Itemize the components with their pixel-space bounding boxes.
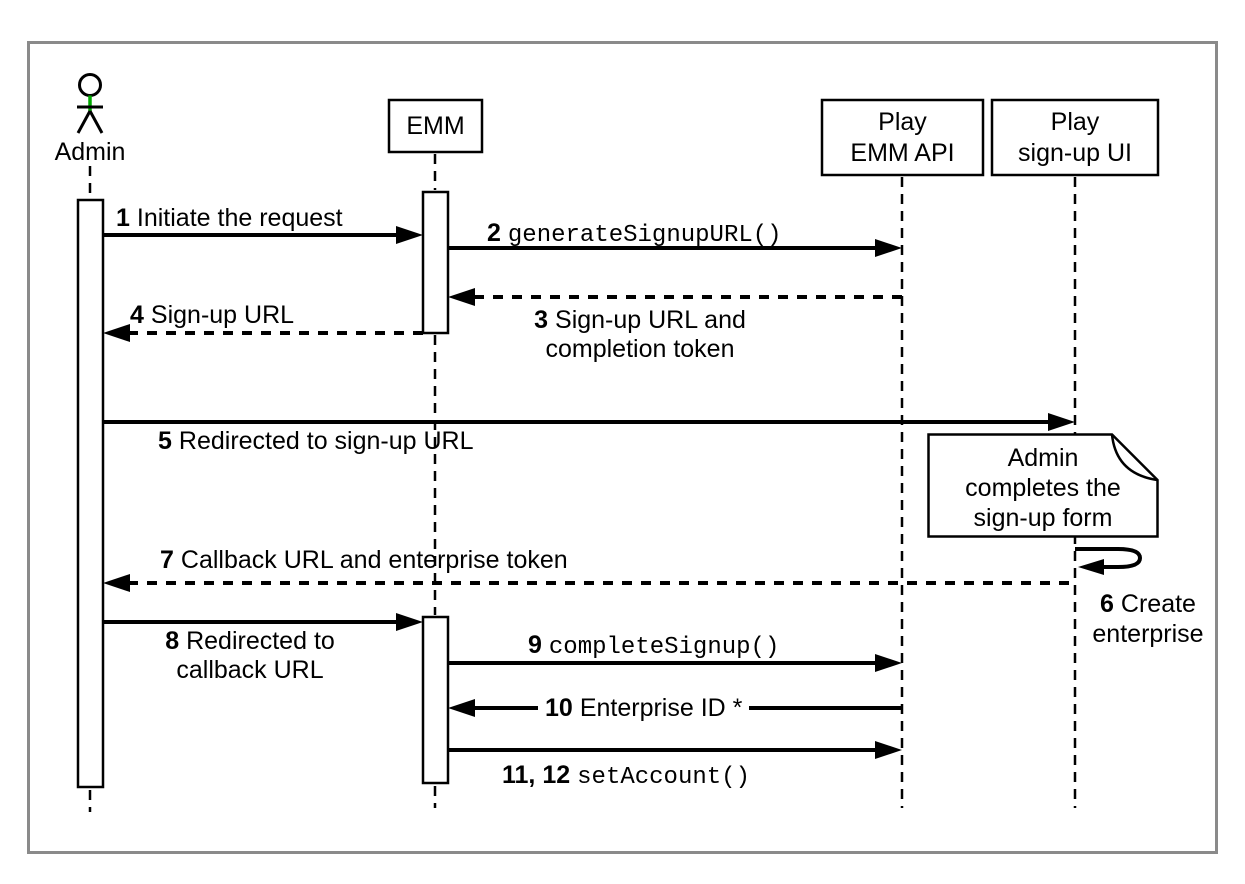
message-text: Create [1120,590,1196,618]
participant-label-play-emm-api [822,107,983,169]
message-7-label [160,546,568,574]
message-8-label [140,627,360,685]
emm-activation-bar-2 [423,617,448,783]
message-10-label [538,694,749,722]
participant-label-line: sign-up UI [1018,139,1132,167]
message-2-arrowhead [875,239,902,257]
message-text: Callback URL and enterprise token [180,546,568,574]
message-2-label [487,219,782,250]
message-number: 2 [487,219,501,247]
message-5-arrowhead [1048,413,1075,431]
participant-label-admin: Admin [54,138,126,166]
actor-legs [78,111,102,133]
message-label-line [1078,589,1218,619]
message-9-label [528,631,779,662]
message-number: 1 [116,204,130,232]
message-text: Redirected to [186,627,335,655]
message-number: 3 [534,306,549,334]
message-number: 10 [545,694,573,722]
note-text-line: completes the [965,474,1121,502]
message-text: Enterprise ID * [579,694,743,722]
actor-head [80,75,101,96]
message-text: Redirected to sign-up URL [178,427,474,455]
participant-label-line: Play [878,108,927,136]
emm-activation-bar-1 [423,192,448,333]
self-message-6-arrowhead [1078,559,1104,575]
message-label-line: enterprise [1092,620,1204,648]
message-text: Sign-up URL [150,301,295,329]
message-number: 8 [165,627,180,655]
message-10-arrowhead [448,699,475,717]
message-4-arrowhead [103,324,130,342]
message-label-line: callback URL [176,656,324,684]
message-9-arrowhead [875,654,902,672]
note-text-line: sign-up form [973,504,1113,532]
message-text: Sign-up URL and [555,306,746,334]
message-number: 11, 12 [502,761,571,789]
message-code-text: completeSignup() [548,634,780,661]
message-1-label [116,204,343,232]
message-4-label [130,301,294,329]
message-5-label [158,427,474,455]
admin-actor-figure [77,75,103,134]
note-text [928,443,1158,533]
message-8-arrowhead [396,613,423,631]
message-3-arrowhead [448,288,475,306]
admin-activation-bar [78,200,103,787]
message-11-label [502,761,750,792]
message-number: 9 [528,631,542,659]
message-label-line [520,306,760,335]
message-3-label [520,306,760,364]
participant-label-line: EMM API [850,139,955,167]
message-7-arrowhead [103,574,130,592]
participant-label-line: Play [1050,108,1100,136]
self-message-6-arrow [1075,549,1140,567]
participant-label-play-signup-ui [992,107,1158,169]
message-number: 7 [160,546,174,574]
message-number: 4 [130,301,144,329]
message-number: 5 [158,427,172,455]
note-text-line: Admin [1007,444,1079,472]
message-code-text: generateSignupURL() [507,222,782,249]
message-text: Initiate the request [136,204,343,232]
message-number: 6 [1100,590,1114,618]
participant-label-emm: EMM [406,112,465,140]
message-1-arrowhead [396,226,423,244]
message-label-line: completion token [545,335,735,363]
message-6-label [1078,589,1218,649]
message-label-line [140,627,360,656]
message-code-text: setAccount() [577,764,750,791]
message-11-arrowhead [875,741,902,759]
